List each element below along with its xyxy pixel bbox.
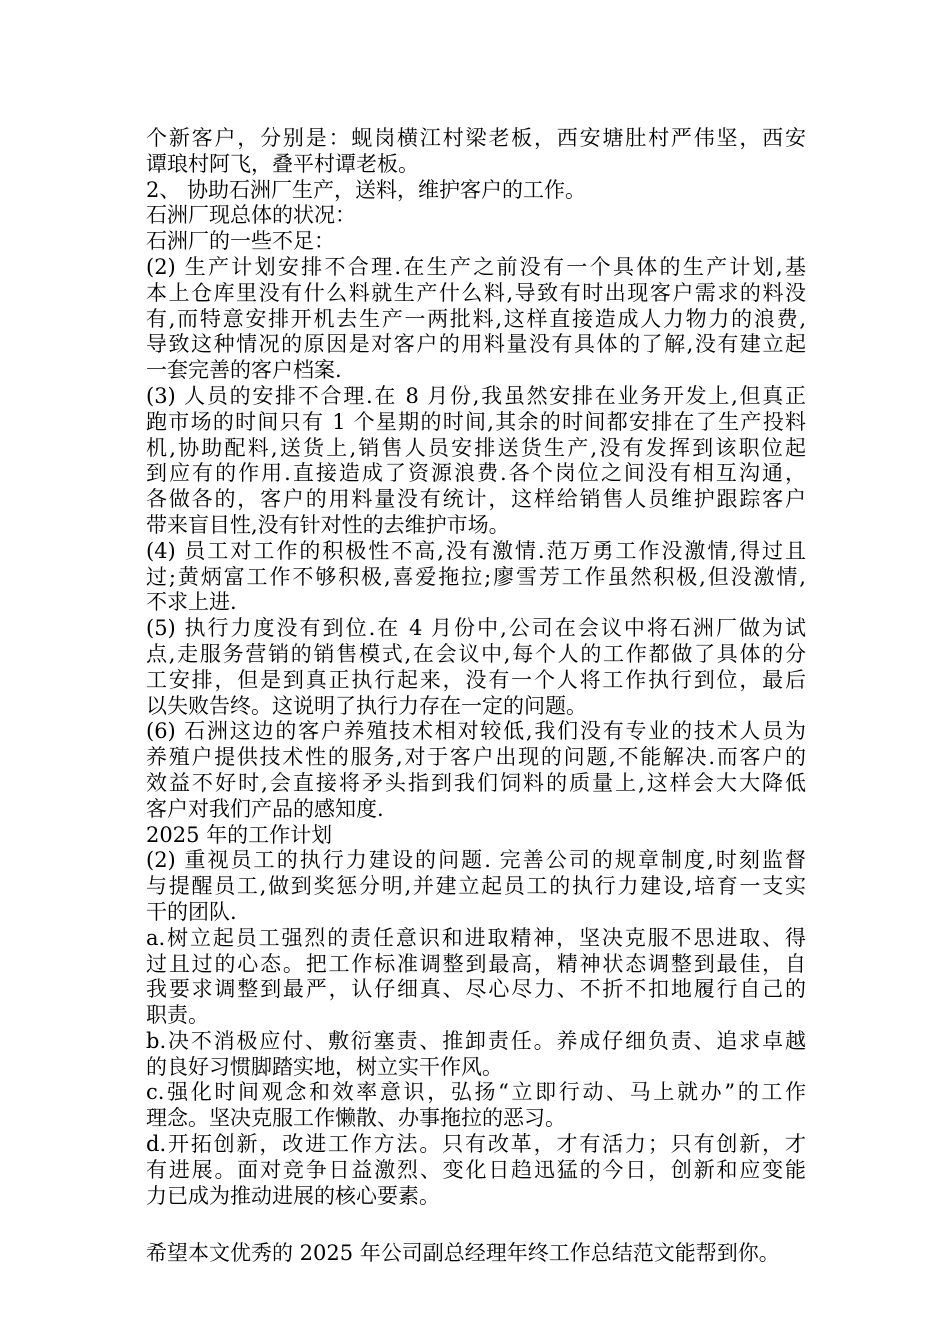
text-line: 职责。	[146, 1003, 209, 1028]
text-line: 有,而特意安排开机去生产一两批料,这样直接造成人力物力的浪费,	[146, 306, 806, 331]
text-line: (4) 员工对工作的积极性不高,没有激情.范万勇工作没激情,得过且	[146, 538, 806, 563]
text-line: 个新客户，分别是：蚬岗横江村梁老板，西安塘肚村严伟坚，西安	[146, 126, 806, 150]
text-line: 客户对我们产品的感知度.	[146, 796, 384, 821]
text-line: 我要求调整到最严，认仔细真、尽心尽力、不折不扣地履行自己的	[146, 977, 806, 1002]
text-line: 2、 协助石洲厂生产，送料，维护客户的工作。	[146, 177, 587, 202]
paragraph-plan-c	[146, 1080, 806, 1132]
paragraph-intro-new-customers	[146, 126, 806, 178]
text-line: 干的团队.	[146, 899, 237, 924]
text-line: 的良好习惯脚踏实地，树立实干作风。	[146, 1054, 503, 1079]
text-line: a.树立起员工强烈的责任意识和进取精神，坚决克服不思进取、得	[146, 925, 806, 950]
text-line: 2025 年的工作计划	[146, 822, 333, 847]
text-line: 本上仓库里没有什么料就生产什么料,导致有时出现客户需求的料没	[146, 280, 806, 305]
text-line: 谭琅村阿飞，叠平村谭老板。	[146, 151, 419, 176]
paragraph-heading-overall	[146, 203, 806, 229]
text-line: 工安排，但是到真正执行起来，没有一个人将工作执行到位，最后	[146, 667, 806, 692]
blank-line	[146, 1209, 806, 1235]
paragraph-shortcoming-6	[146, 719, 806, 822]
paragraph-shortcoming-2	[146, 255, 806, 384]
text-line: 力已成为推动进展的核心要素。	[146, 1183, 440, 1208]
text-line: 过;黄炳富工作不够积极,喜爱拖拉;廖雪芳工作虽然积极,但没激情,	[146, 564, 806, 589]
text-line: (3) 人员的安排不合理.在 8 月份,我虽然安排在业务开发上,但真正	[146, 383, 806, 408]
text-line: (5) 执行力度没有到位.在 4 月份中,公司在会议中将石洲厂做为试	[146, 616, 806, 641]
text-line: (2) 生产计划安排不合理.在生产之前没有一个具体的生产计划,基	[146, 254, 806, 279]
text-line: 带来盲目性,没有针对性的去维护市场。	[146, 512, 510, 537]
text-line: c.强化时间观念和效率意识，弘扬“立即行动、马上就办”的工作	[146, 1080, 806, 1105]
text-line: 机,协助配料,送货上,销售人员安排送货生产,没有发挥到该职位起	[146, 435, 806, 460]
text-line: 点,走服务营销的销售模式,在会议中,每个人的工作都做了具体的分	[146, 641, 806, 666]
paragraph-plan-b	[146, 1029, 806, 1081]
text-line: 效益不好时,会直接将矛头指到我们饲料的质量上,这样会大大降低	[146, 770, 806, 795]
text-line: 养殖户提供技术性的服务,对于客户出现的问题,不能解决.而客户的	[146, 745, 806, 770]
text-line: 石洲厂的一些不足：	[146, 229, 335, 254]
text-line: 各做各的，客户的用料量没有统计，这样给销售人员维护跟踪客户	[146, 487, 806, 512]
text-line: b.决不消极应付、敷衍塞责、推卸责任。养成仔细负责、追求卓越	[146, 1028, 806, 1053]
closing-sentence: 希望本文优秀的 2025 年公司副总经理年终工作总结范文能帮到你。	[146, 1241, 780, 1266]
text-line: 一套完善的客户档案.	[146, 358, 342, 383]
paragraph-item-2-assist	[146, 178, 806, 204]
paragraph-heading-plan	[146, 823, 806, 849]
paragraph-shortcoming-5	[146, 616, 806, 719]
text-line: 理念。坚决克服工作懒散、办事拖拉的恶习。	[146, 1106, 566, 1131]
paragraph-plan-d	[146, 1132, 806, 1209]
text-line: 与提醒员工,做到奖惩分明,并建立起员工的执行力建设,培育一支实	[146, 874, 806, 899]
paragraph-heading-shortcomings	[146, 229, 806, 255]
text-line: 石洲厂现总体的状况：	[146, 203, 356, 228]
paragraph-plan-2	[146, 848, 806, 925]
document-body	[146, 126, 806, 1267]
text-line: 过且过的心态。把工作标准调整到最高，精神状态调整到最佳，自	[146, 951, 806, 976]
text-line: 到应有的作用.直接造成了资源浪费.各个岗位之间没有相互沟通，	[146, 461, 806, 486]
text-line: (2) 重视员工的执行力建设的问题. 完善公司的规章制度,时刻监督	[146, 848, 806, 873]
text-line: 导致这种情况的原因是对客户的用料量没有具体的了解,没有建立起	[146, 332, 806, 357]
paragraph-shortcoming-3	[146, 384, 806, 539]
text-line: 以失败告终。这说明了执行力存在一定的问题。	[146, 693, 587, 718]
text-line: 不求上进.	[146, 590, 237, 615]
paragraph-list	[146, 126, 806, 1209]
text-line: d.开拓创新，改进工作方法。只有改革，才有活力；只有创新，才	[146, 1132, 806, 1157]
paragraph-plan-a	[146, 926, 806, 1029]
text-line: 有进展。面对竞争日益激烈、变化日趋迅猛的今日，创新和应变能	[146, 1157, 806, 1182]
text-line: 跑市场的时间只有 1 个星期的时间,其余的时间都安排在了生产投料	[146, 409, 806, 434]
paragraph-shortcoming-4	[146, 539, 806, 616]
text-line: (6) 石洲这边的客户养殖技术相对较低,我们没有专业的技术人员为	[146, 719, 806, 744]
